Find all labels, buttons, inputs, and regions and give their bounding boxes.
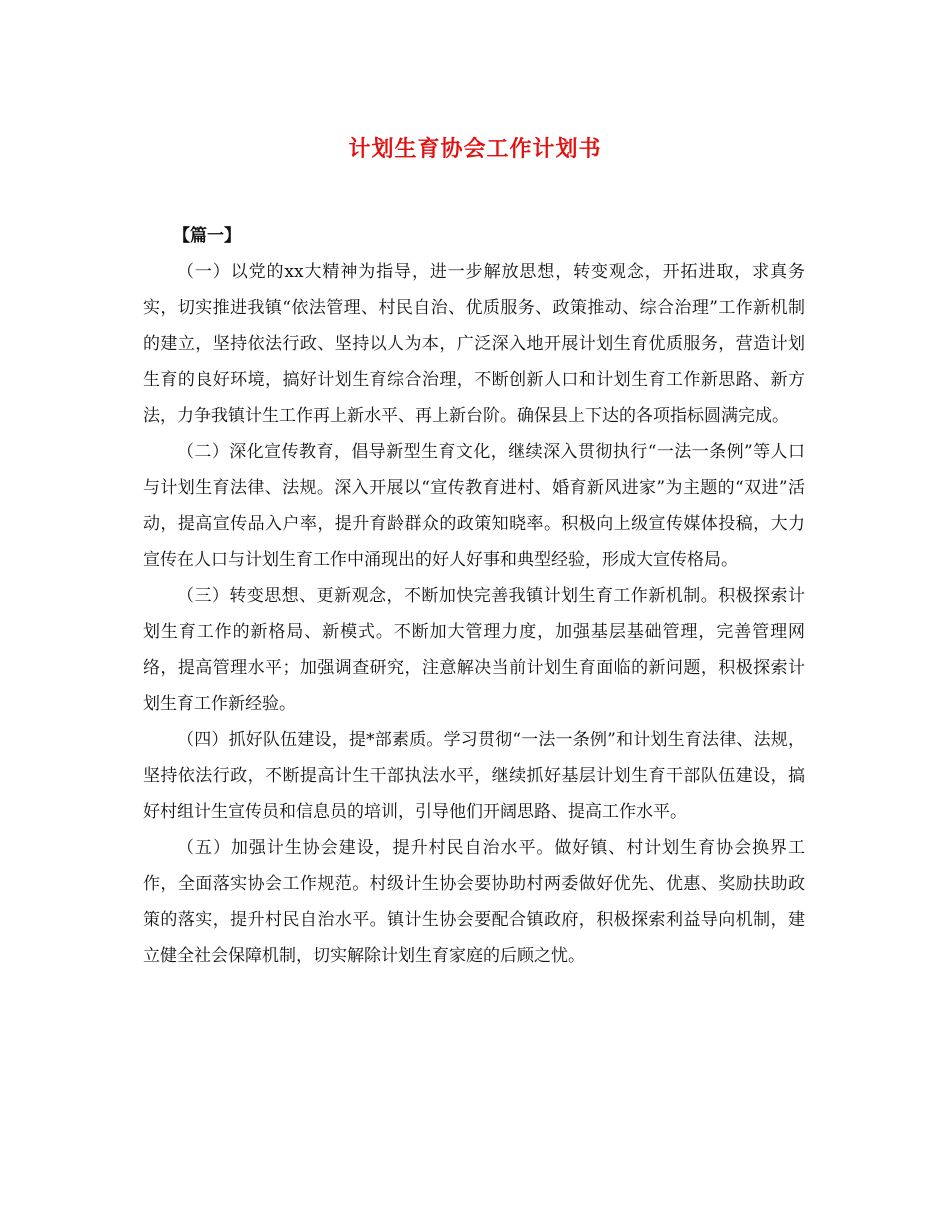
paragraph-4: （四）抓好队伍建设，提*部素质。学习贯彻“一法一条例”和计划生育法律、法规，坚持依法行政，不断提高计生干部执法水平，继续抓好基层计划生育干部队伍建设，搞好村组计生宣传员和信息员的培训，引导他们开阔思路、提高工作水平。 [143,730,805,822]
paragraph-3: （三）转变思想、更新观念，不断加快完善我镇计划生育工作新机制。积极探索计划生育工作的新格局、新模式。不断加大管理力度，加强基层基础管理，完善管理网络，提高管理水平；加强调查研究，注意解决当前计划生育面临的新问题，积极探索计划生育工作新经验。 [143,586,805,714]
paragraph-2: （二）深化宣传教育，倡导新型生育文化，继续深入贯彻执行“一法一条例”等人口与计划生育法律、法规。深入开展以“宣传教育进村、婚育新风进家”为主题的“双进”活动，提高宣传品入户率，提升育龄群众的政策知晓率。积极向上级宣传媒体投稿，大力宣传在人口与计划生育工作中涌现出的好人好事和典型经验，形成大宣传格局。 [143,442,805,570]
document-body [143,218,805,974]
paragraph-5: （五）加强计生协会建设，提升村民自治水平。做好镇、村计划生育协会换界工作，全面落实协会工作规范。村级计生协会要协助村两委做好优先、优惠、奖励扶助政策的落实，提升村民自治水平。镇计生协会要配合镇政府，积极探索利益导向机制，建立健全社会保障机制，切实解除计划生育家庭的后顾之忧。 [143,838,805,966]
section-label: 【篇一】 [173,226,241,246]
document-title: 计划生育协会工作计划书 [348,136,602,162]
paragraph-1: （一）以党的xx大精神为指导，进一步解放思想，转变观念，开拓进取，求真务实，切实推进我镇“依法管理、村民自治、优质服务、政策推动、综合治理”工作新机制的建立，坚持依法行政、坚持以人为本，广泛深入地开展计划生育优质服务，营造计划生育的良好环境，搞好计划生育综合治理，不断创新人口和计划生育工作新思路、新方法，力争我镇计生工作再上新水平、再上新台阶。确保县上下达的各项指标圆满完成。 [143,262,805,426]
